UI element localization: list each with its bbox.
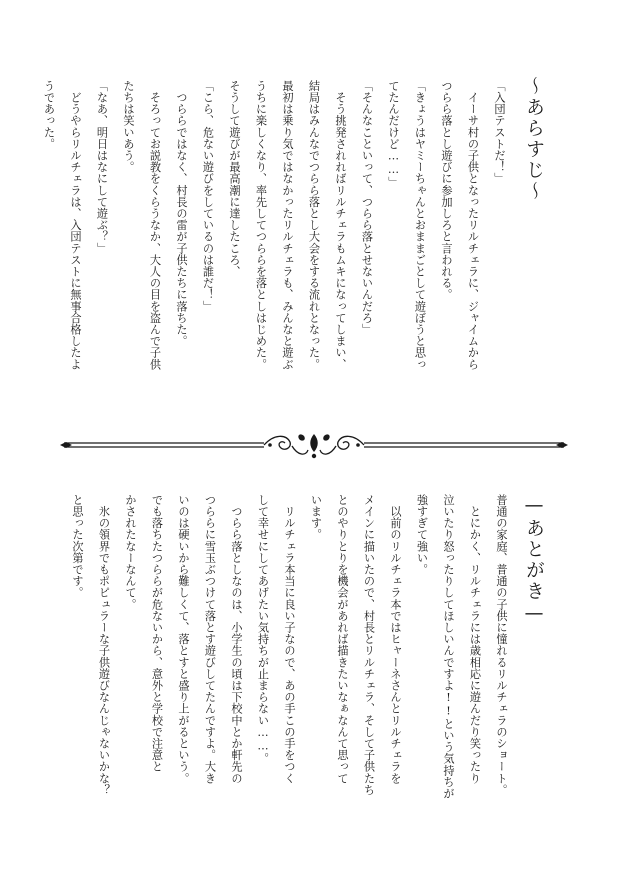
synopsis-line: イーサ村の子供となったリルチェラに、ジャイムから: [466, 80, 480, 370]
synopsis-line: うちに楽しくなり、率先してつららを落としはじめた。: [254, 80, 268, 370]
synopsis-line: そうして遊びが最高潮に達したころ、: [228, 80, 241, 278]
synopsis-line: 「そんなこといって、つらら落とせないんだろ」: [360, 80, 374, 336]
afterword-line: して幸せにしてあげたい気持ちが止まらない……。: [256, 494, 270, 765]
synopsis-line: どうやらリルチェラは、入団テストに無事合格したよ: [69, 80, 82, 370]
afterword-line: 以前のリルチェラ本ではヒャーネさんとリルチェラを: [389, 494, 402, 784]
synopsis-line: つららではなく、村長の雷が子供たちに落ちた。: [175, 80, 188, 347]
synopsis-line: 「入団テストだ！」: [493, 80, 506, 185]
afterword-body: [71, 494, 514, 864]
synopsis-line: うであった。: [42, 80, 56, 150]
afterword-line: 強すぎて強い。: [415, 494, 429, 576]
synopsis-line: たちは笑いあう。: [122, 80, 135, 173]
synopsis-line: 「こら、危ない遊びをしているのは誰だ！」: [201, 80, 215, 312]
afterword-line: とにかく、リルチェラには歳相応に遊んだり笑ったり: [468, 494, 482, 784]
afterword-line: いのは硬いから難しくて、落とすと盛り上がるという。: [177, 494, 190, 784]
afterword-line: リルチェラ本当に良い子なので、あの手この手をつく: [283, 494, 296, 784]
afterword-line: つららに雪玉ぶつけて落とす遊びしてたんですよ。大き: [203, 494, 217, 784]
synopsis-title: ～あらすじ～: [523, 76, 545, 202]
synopsis-line: そろってお説教をくらうなか、大人の目を盗んで子供: [148, 80, 162, 370]
synopsis-line: 「なあ、明日はなにして遊ぶ？」: [95, 80, 109, 254]
afterword-line: 泣いたり怒ったりしてほしいんですよ!!という気持ちが: [442, 494, 455, 800]
afterword-line: でも落ちたつららが危ないから、意外と学校で注意と: [150, 494, 164, 773]
ornamental-divider: [60, 430, 568, 460]
afterword-line: とのやりとりを機会があれば描きたいなぁなんて思って: [336, 494, 349, 784]
afterword-line: 普通の家庭、普通の子供に憧れるリルチェラのショート。: [495, 494, 508, 796]
synopsis-line: つらら落とし遊びに参加しろと言われる。: [440, 80, 453, 301]
afterword-line: います。: [309, 494, 323, 541]
afterword-line: と思った次第です。: [71, 494, 84, 599]
synopsis-line: 「きょうはヤミーちゃんとおままごとして遊ぼうと思っ: [413, 80, 427, 370]
afterword-line: メインに描いたので、村長とリルチェラ、そして子供たち: [362, 494, 376, 796]
synopsis-line: てたんだけど……」: [387, 80, 400, 188]
synopsis-line: 結局はみんなでつらら落とし大会をする流れとなった。: [307, 80, 321, 370]
afterword-line: つらら落としなのは、小学生の頃は下校中とか軒先の: [230, 494, 243, 784]
synopsis-body: [42, 80, 512, 410]
afterword-title: —あとがき—: [523, 494, 545, 626]
afterword-line: 氷の領界でもポピュラーな子供遊びなんじゃないかな？: [97, 494, 111, 796]
synopsis-line: そう挑発されればリルチェラもムキになってしまい、: [334, 80, 347, 370]
synopsis-line: 最初は乗り気ではなかったリルチェラも、みんなと遊ぶ: [281, 80, 294, 370]
afterword-line: かされたなーなんて。: [124, 494, 137, 610]
